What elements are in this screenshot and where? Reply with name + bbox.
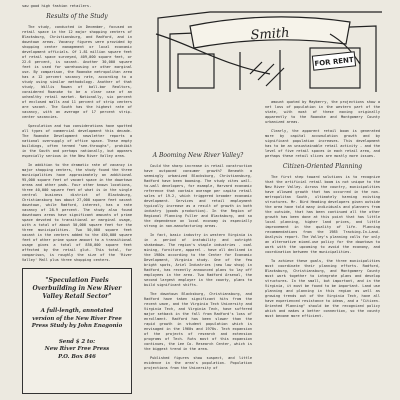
- column-middle: [144, 152, 252, 400]
- offer-address: [29, 339, 125, 362]
- body-paragraph: Clearly, the apparent retail boom is generated more by capital accumulation growth and by significant population increases. This development has to be an unsustainable retail activity - and the level of five retail spaces in each retail area, and perhaps these retail slices are mostly more issues.: [265, 129, 380, 158]
- sign-text: FOR RENT: [314, 55, 355, 69]
- offer-title: "Speculation Fuels Overbuilding in New River Valley Retail Sector": [32, 277, 122, 300]
- body-paragraph: Speculation and two considerations have spotted all types of commercial development this decade. The Roanoke Development newsletter reports a national oversupply of office space. These empty buildings, often termed "see-throughs", prohibit in the South and perhaps nationally, but appears especially serious in the New River Valley area.: [22, 124, 132, 158]
- column-left: [22, 0, 132, 262]
- body-paragraph: In addition to the dramatic rate of vacancy in major shopping centers, the study found the three municipalities have approximately an additional 95,000 square feet of vacant space in the downtown areas and other pads. Four other known locations, three 40,000 square feet of what is in the single central business district of Blacksburg, Christiansburg has about 27,000 square feet vacant downtown, while Radford, interest, has a rate vacancy of 28.9 percent. The study also found downtowns areas have significant amounts of prime space devoted to transitional or marginal usage, with a total of about 50,000 square feet for the three municipalities. Two 50,000 square feet vacant in the centers added to the 450,000 square feet of other prime space amount to a transitional usage gives a total of 850,000 square feet affected by the retail glut. This total, for comparison, is roughly the size of the 'River Valley' Mall plus three shopping centers.: [22, 163, 132, 262]
- offer-description: A full-length, annotated version of the New River Free Press Study by John Enagonio: [31, 308, 123, 329]
- section-heading-booming: A Booming New River Valley?: [152, 152, 244, 159]
- body-paragraph: The downtown Blacksburg, Christiansburg, and Radford have taken significant hits from the recent wave, and the Virginia Tech University and Virginia Tech, and Virginia Tech, have suffered major setback in the fall from Radford's loss of enrollment. Radford has been slower than the rapid growth in student population which is envisaged in the 1960s and 1970s. Tech expansion of the projects of research and extension programs of Tech. Ruts most of this expansion continues, the Lee Co. Research Center, which is the biggest trend in the area.: [144, 292, 252, 351]
- offer-address-line: Send $ 2 to:: [58, 338, 96, 345]
- column-right: [265, 100, 380, 400]
- study-offer-box: [22, 268, 132, 394]
- body-paragraph: Published figures show suspect, and little evidence in the area's population. Population projections from the University of: [144, 356, 252, 370]
- offer-address-line: New River Free Press: [44, 346, 110, 352]
- body-paragraph: amount quoted by Mayberry, the projections show a net loss of population in the western part of the state, with most of these moving originally apparently to the Roanoke and Montgomery County urbanized areas.: [265, 100, 380, 124]
- body-paragraph: To achieve these goals, the three municipalities must coordinate their planning efforts. Radford, Blacksburg, Christiansburg, and Montgomery County must work together to integrate plans and develop structures. In the small, but important, and in the Virginia, it must be found to be important. Land use planning and planning in this region as well as growing trends out of the Virginia Tech, have all have experienced resistance to ideas, and a "Citizen-Oriented Planning" should be the recognized policy which and makes a better connection, so the county must become more efficient.: [265, 259, 380, 318]
- for-rent-sign: [312, 52, 355, 70]
- storefront-illustration: [150, 4, 390, 96]
- intro-text: saw good high fashion retailers.: [22, 4, 92, 8]
- section-heading-planning: Citizen-Oriented Planning: [282, 163, 363, 170]
- body-paragraph: The study, conducted in December, focused on retail space in the 12 major shopping centers of Blacksburg, Christiansburg, and Radford, and in downtown areas. Vacancy figures were provided by shopping center management or local economic development officials. Of 1.81 million square feet of retail space surveyed, 409,000 square feet, or 22.6 percent, is vacant. Another 30,000 square feet is used for warehousing or other marginal use. By comparison, the Roanoke metropolitan area has a 12 percent vacancy rate, according to a study using similar methodology. Another of that study, Willis Rowan of ball-bar Realtors, considered Roanoke to be a clear case of an unhealthy retail market. Nationally, six percent of enclosed malls and 11 percent of strip centers are vacant. The South has the highest rate of vacancy, with an average of 17 percent strip-center vacancies.: [22, 25, 132, 119]
- body-paragraph: The first step toward solutions is to recognize that the artificial retail boom is not unique to the New River Valley. Across the country, municipalities have allowed growth that has occurred in the non-metropolitan South, ultimately harming existing structures. Mr. Bird Heading developers given outside the area have told many individuals and planners from the outside, that has been continued all the other growth has been done at this point that has little local planning, higher land prices, and little improvement in the quality of life. Planning recommendations from the 1985 Tracking-In-Land-Analysis report. The Valley's planning calls for only an alternative mixed-use policy for the downtown to work with the upcoming to avoid the economy, and coordination between the municipalities.: [265, 175, 380, 254]
- store-logo-text: Smith: [250, 25, 291, 44]
- offer-address-line: P.O. Box 846: [58, 353, 96, 360]
- body-paragraph: In fact, basic industry in western Virginia is in a period of instability and outright shakedown. The region's staple industries - coal mining, furniture, apparel - have all declined in the 1980s according to the Center for Economic Development, Virginia study. One of the few bright spots, Ariel Industries (new low shop) in Radford, has recently announced plans to lay off employees in the area. Two Radford Arsenal, the second largest employer in the county, plans to build significant shifts.: [144, 233, 252, 287]
- body-paragraph: Could the sharp increase in retail construction have outpaced consumer growth? Beneath a seemingly urbanized Blacksburg, Christiansburg, Radford have been booming. The study cites wall-to-wall developers, for example, Harvard economic reference that contain average per capita retail sales of 19.2, which triggered broader economic development. Services and retail employment typically increase as a result of growth in both industry (goods production). In the Region of Regional Planning Fuller and Blacksburg, and so the dependence on local economy is especially strong in non-manufacturing areas.: [144, 164, 252, 228]
- section-heading-results: Results of the Study: [46, 13, 108, 20]
